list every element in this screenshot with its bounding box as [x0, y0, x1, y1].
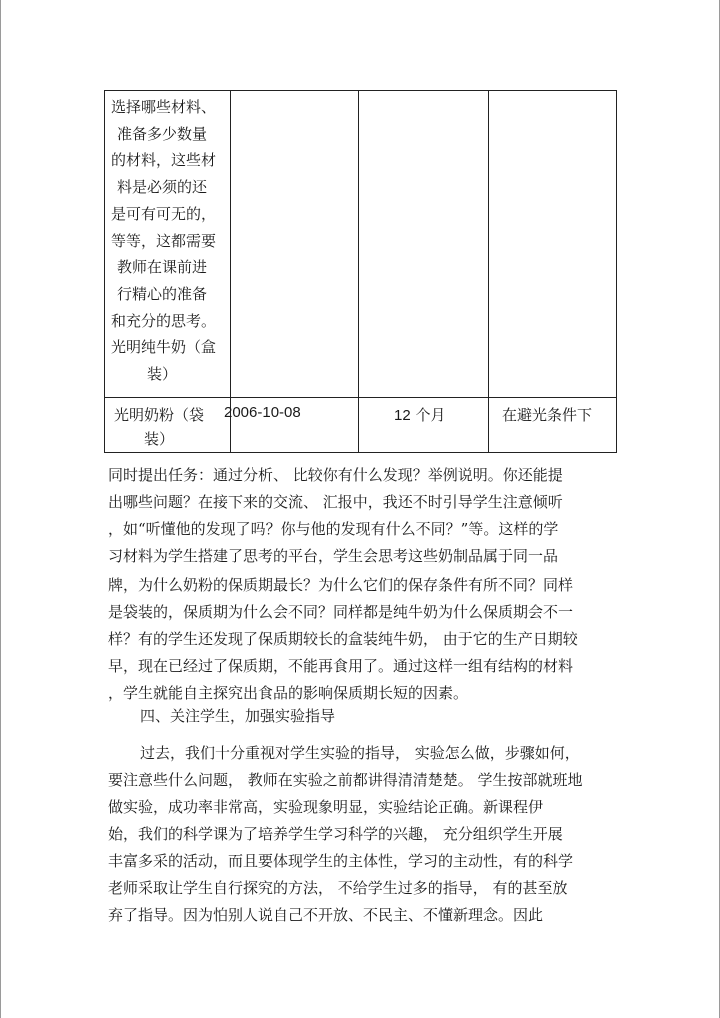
text-line: 样？有的学生还发现了保质期较长的盒装纯牛奶， 由于它的生产日期较 [108, 630, 578, 648]
text-line: 是袋装的，保质期为什么会不同？同样都是纯牛奶为什么保质期会不一 [108, 603, 574, 621]
paragraph-past-practice [108, 740, 613, 821]
page-left-border [0, 0, 1, 1018]
cell-line: 的材料，这些材 [111, 151, 217, 170]
cell-line: 是可有可无的， [111, 204, 217, 223]
text-line: 做实验，成功率非常高，实验现象明显，实验结论正确。新课程伊 [108, 798, 544, 816]
shelf-life-table [104, 90, 617, 453]
cell-line: 料是必须的还 [117, 178, 208, 197]
text-line: 同时提出任务：通过分析、 比较你有什么发现？举例说明。你还能提 [108, 466, 563, 484]
text-line: 习材料为学生搭建了思考的平台，学生会思考这些奶制品属于同一品 [108, 547, 559, 565]
paragraph-task [108, 462, 613, 570]
table-border-left [104, 90, 105, 453]
shelf-life-unit: 个月 [410, 406, 446, 424]
text-line: 始，我们的科学课为了培养学生学习科学的兴趣， 充分组织学生开展 [108, 825, 563, 843]
cell-line: 装） [147, 365, 178, 384]
table-border-right [616, 90, 617, 453]
text-line: 老师采取让学生自行探究的方法， 不给学生过多的指导， 有的甚至放 [108, 879, 568, 897]
table-cell-production-date: 2006-10-08 [224, 404, 301, 421]
cell-line: 光明纯牛奶（盒 [111, 338, 217, 357]
cell-line: 和充分的思考。 [111, 311, 217, 330]
cell-line: 等等，这都需要 [111, 231, 217, 250]
table-divider-2 [358, 90, 359, 453]
table-border-top [104, 90, 617, 91]
paragraph-new-curriculum [108, 821, 613, 929]
text-line: 丰富多采的活动，而且要体现学生的主体性，学习的主动性，有的科学 [108, 852, 574, 870]
table-cell-materials-note [111, 94, 231, 388]
text-line: 牌，为什么奶粉的保质期最长？为什么它们的保存条件有所不同？同样 [108, 576, 574, 594]
text-line: ，学生就能自主探究出食品的影响保质期长短的因素。 [108, 684, 469, 702]
text-line: 过去，我们十分重视对学生实验的指导， 实验怎么做，步骤如何， [140, 744, 580, 762]
table-cell-storage-condition: 在避光条件下 [502, 406, 593, 424]
text-line: ，如“听懂他的发现了吗？你与他的发现有什么不同？”等。这样的学 [108, 520, 559, 538]
table-border-bottom [104, 452, 617, 453]
table-row-divider [104, 397, 617, 398]
text-line: 早，现在已经过了保质期，不能再食用了。通过这样一组有结构的材料 [108, 657, 574, 675]
cell-line: 教师在课前进 [117, 258, 208, 277]
cell-line: 行精心的准备 [117, 284, 208, 303]
table-divider-3 [488, 90, 489, 453]
table-cell-product-cont: 装） [144, 430, 175, 448]
section-heading: 四、关注学生，加强实验指导 [140, 707, 336, 725]
text-line: 出哪些问题？在接下来的交流、 汇报中，我还不时引导学生注意倾听 [108, 493, 563, 511]
text-line: 要注意些什么问题， 教师在实验之前都讲得清清楚楚。 学生按部就班地 [108, 771, 583, 789]
cell-line: 选择哪些材料、 [111, 98, 217, 116]
text-line: 弃了指导。因为怕别人说自己不开放、不民主、不懂新理念。因此 [108, 906, 544, 924]
table-cell-shelf-life [394, 404, 445, 425]
shelf-life-number: 12 [394, 407, 411, 424]
paragraph-discussion [108, 572, 613, 707]
table-cell-product: 光明奶粉（袋 [114, 406, 205, 424]
cell-line: 准备多少数量 [117, 124, 208, 143]
